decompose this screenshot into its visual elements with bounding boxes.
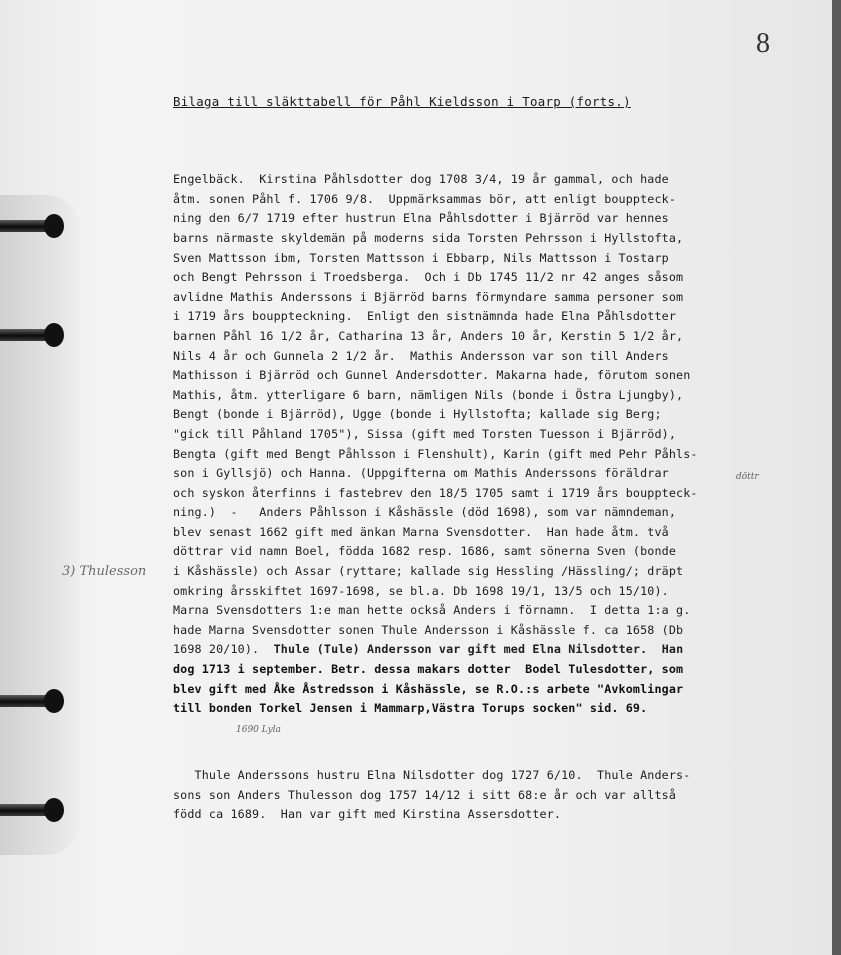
text-line: ning den 6/7 1719 efter hustrun Elna Påhlsdotter i Bjärröd var hennes [173, 211, 669, 226]
text-line: Sven Mattsson ibm, Torsten Mattsson i Ebbarp, Nils Mattsson i Tostarp [173, 250, 669, 265]
text-line: avlidne Mathis Anderssons i Bjärröd barns förmyndare samma personer som [173, 289, 684, 304]
handwritten-margin-note: 3) Thulesson [62, 564, 147, 579]
binder-ring [0, 214, 62, 238]
text-line: omkring årsskiftet 1697-1698, se bl.a. Db 1698 19/1, 13/5 och 15/10). [173, 583, 669, 598]
text-line: blev senast 1662 gift med änkan Marna Svensdotter. Han hade åtm. två [173, 524, 669, 539]
text-line: född ca 1689. Han var gift med Kirstina Assersdotter. [173, 807, 562, 822]
paragraph [173, 766, 833, 825]
text-line: 1698 20/10). Thule (Tule) Andersson var gift med Elna Nilsdotter. Han [173, 642, 684, 657]
text-line: dog 1713 i september. Betr. dessa makars dotter Bodel Tulesdotter, som [173, 662, 684, 677]
text-line: son i Gyllsjö) och Hanna. (Uppgifterna om Mathis Anderssons föräldrar [173, 466, 669, 481]
handwritten-note: döttr [736, 472, 759, 482]
text-line: åtm. sonen Påhl f. 1706 9/8. Uppmärksammas bör, att enligt bouppteck- [173, 191, 677, 206]
text-line: "gick till Påhland 1705"), Sissa (gift med Torsten Tuesson i Bjärröd), [173, 426, 677, 441]
text-line: Mathis, åtm. ytterligare 6 barn, nämligen Nils (bonde i Östra Ljungby), [173, 387, 684, 402]
text-line: Thule Anderssons hustru Elna Nilsdotter dog 1727 6/10. Thule Anders- [173, 768, 691, 782]
page-heading: Bilaga till släkttabell för Påhl Kieldsson i Toarp (forts.) [173, 94, 631, 109]
text-line: ning.) - Anders Påhlsson i Kåshässle (död 1698), som var nämndeman, [173, 505, 677, 520]
text-line: barns närmaste skyldemän på moderns sida Torsten Pehrsson i Hyllstofta, [173, 230, 684, 245]
binder-ring [0, 323, 62, 347]
binder-ring [0, 689, 62, 713]
page-edge [832, 0, 841, 955]
text-line: döttrar vid namn Boel, födda 1682 resp. 1686, samt sönerna Sven (bonde [173, 544, 677, 559]
text-line: och syskon återfinns i fastebrev den 18/5 1705 samt i 1719 års bouppteck- [173, 485, 698, 500]
text-line: Mathisson i Bjärröd och Gunnel Andersdotter. Makarna hade, förutom sonen [173, 368, 691, 383]
text-line: till bonden Torkel Jensen i Mammarp,Västra Torups socken" sid. 69. [173, 701, 648, 716]
text-line: Engelbäck. Kirstina Påhlsdotter dog 1708 3/4, 19 år gammal, och hade [173, 172, 669, 187]
text-line: Bengta (gift med Bengt Påhlsson i Flenshult), Karin (gift med Pehr Påhls- [173, 446, 698, 461]
binder-strip [0, 195, 80, 855]
text-line: i 1719 års bouppteckning. Enligt den sistnämnda hade Elna Påhlsdotter [173, 309, 677, 324]
text-line: barnen Påhl 16 1/2 år, Catharina 13 år, Anders 10 år, Kerstin 5 1/2 år, [173, 328, 684, 343]
text-line: sons son Anders Thulesson dog 1757 14/12 i sitt 68:e år och var alltså [173, 787, 677, 802]
binder-ring [0, 798, 62, 822]
text-line: Marna Svensdotters 1:e man hette också Anders i förnamn. I detta 1:a g. [173, 603, 691, 618]
body-text [173, 131, 833, 864]
handwritten-note: 1690 Lyla [236, 725, 281, 735]
page-number: 8 [756, 28, 770, 59]
text-line: blev gift med Åke Åstredsson i Kåshässle, se R.O.:s arbete "Avkomlingar [173, 681, 684, 696]
text-line: hade Marna Svensdotter sonen Thule Andersson i Kåshässle f. ca 1658 (Db [173, 622, 684, 637]
text-line: och Bengt Pehrsson i Troedsberga. Och i Db 1745 11/2 nr 42 anges såsom [173, 270, 684, 285]
text-line: Bengt (bonde i Bjärröd), Ugge (bonde i Hyllstofta; kallade sig Berg; [173, 407, 662, 422]
text-line: i Kåshässle) och Assar (ryttare; kallade sig Hessling /Hässling/; dräpt [173, 564, 684, 579]
text-line: Nils 4 år och Gunnela 2 1/2 år. Mathis Andersson var son till Anders [173, 348, 669, 363]
paragraph [173, 170, 833, 719]
